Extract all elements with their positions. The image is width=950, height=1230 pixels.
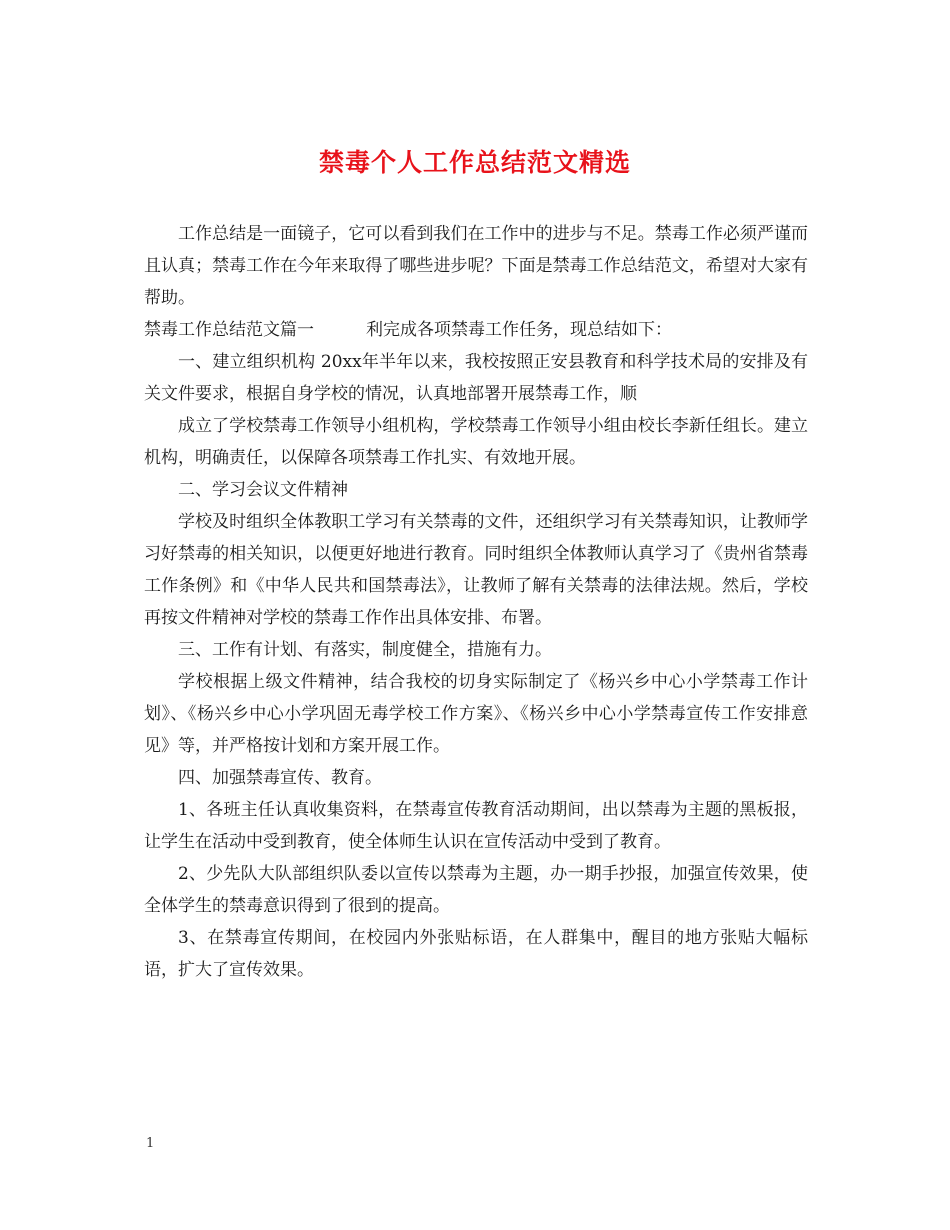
article-heading: 禁毒工作总结范文篇一 — [144, 320, 314, 340]
paragraph-work-plan: 学校根据上级文件精神，结合我校的切身实际制定了《杨兴乡中心小学禁毒工作计划》、《杨兴乡中心小学巩固无毒学校工作方案》、《杨兴乡中心小学禁毒宣传工作安排意见》等，并严格按计划和方案开展工作。 — [144, 672, 808, 756]
paragraph-leadership-group: 成立了学校禁毒工作领导小组机构，学校禁毒工作领导小组由校长李新任组长。建立机构，明确责任，以保障各项禁毒工作扎实、有效地开展。 — [144, 416, 808, 468]
heading-publicity: 四、加强禁毒宣传、教育。 — [178, 768, 382, 788]
heading-study-documents: 二、学习会议文件精神 — [178, 480, 348, 500]
page-number: 1 — [146, 1136, 155, 1151]
paragraph-study-documents: 学校及时组织全体教职工学习有关禁毒的文件，还组织学习有关禁毒知识，让教师学习好禁毒的相关知识，以便更好地进行教育。同时组织全体教师认真学习了《贵州省禁毒工作条例》和《中华人民共和国禁毒法》，让教师了解有关禁毒的法律法规。然后，学校再按文件精神对学校的禁毒工作作出具体安排、布署。 — [144, 512, 808, 628]
paragraph-organization: 一、建立组织机构 20xx年半年以来，我校按照正安县教育和科学技术局的安排及有关文件要求，根据自身学校的情况，认真地部署开展禁毒工作，顺 — [144, 352, 808, 404]
list-item-blackboard: 1、各班主任认真收集资料，在禁毒宣传教育活动期间，出以禁毒为主题的黑板报，让学生在活动中受到教育，使全体师生认识在宣传活动中受到了教育。 — [144, 800, 808, 852]
list-item-slogans: 3、在禁毒宣传期间，在校园内外张贴标语，在人群集中，醒目的地方张贴大幅标语，扩大了宣传效果。 — [144, 928, 808, 980]
document-body — [144, 218, 808, 986]
document-title: 禁毒个人工作总结范文精选 — [318, 148, 631, 177]
list-item-handwritten-newspaper: 2、少先队大队部组织队委以宣传以禁毒为主题，办一期手抄报，加强宣传效果，使全体学生的禁毒意识得到了很到的提高。 — [144, 864, 808, 916]
article-lead-text: 利完成各项禁毒工作任务，现总结如下： — [366, 320, 672, 340]
section-heading-line — [144, 314, 808, 346]
intro-paragraph: 工作总结是一面镜子，它可以看到我们在工作中的进步与不足。禁毒工作必须严谨而且认真；禁毒工作在今年来取得了哪些进步呢？下面是禁毒工作总结范文，希望对大家有帮助。 — [144, 224, 808, 308]
heading-work-plan: 三、工作有计划、有落实，制度健全，措施有力。 — [178, 640, 552, 660]
